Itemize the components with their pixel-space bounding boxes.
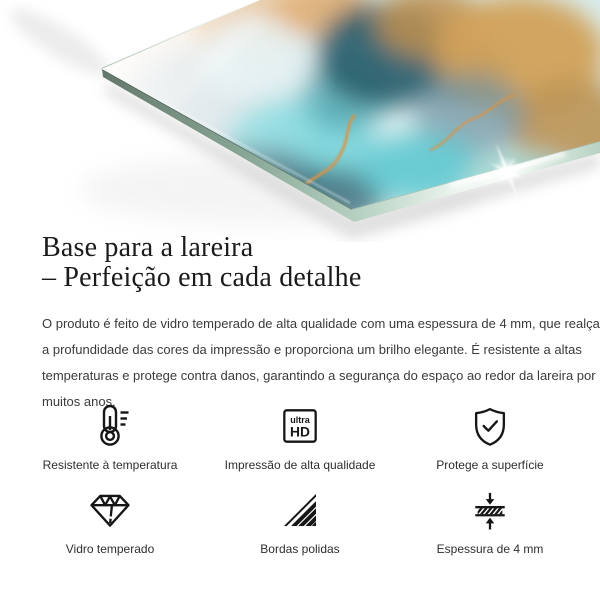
ultra-hd-icon [281,401,319,451]
description-line: O produto é feito de vidro temperado de alta qualidade com uma espessura de 4 mm, que realça [42,316,600,331]
feature-print-quality [205,401,395,472]
polished-edges-icon [283,485,317,535]
shield-check-icon [471,401,509,451]
feature-label: Espessura de 4 mm [436,542,544,556]
feature-temperature-resistant [15,401,205,472]
feature-label: Resistente à temperatura [42,458,178,472]
features-grid [15,401,585,556]
feature-label: Bordas polidas [260,542,340,556]
feature-surface-protection [395,401,585,472]
feature-label: Vidro temperado [65,542,155,556]
product-description [42,311,600,415]
feature-polished-edges [205,485,395,556]
product-image [0,0,600,242]
description-line: a profundidade das cores da impressão e proporciona um brilho elegante. É resistente a altas [42,342,582,357]
page-title [42,233,361,293]
svg-text:HD: HD [290,424,310,440]
svg-text:ultra: ultra [290,415,310,426]
feature-tempered-glass [15,485,205,556]
thermometer-icon [89,401,131,451]
page-title-line1: Base para a lareira [42,232,254,263]
glass-panel-image [0,0,600,242]
page-title-line2: – Perfeição em cada detalhe [42,262,362,293]
feature-label: Impressão de alta qualidade [224,458,376,472]
description-line: muitos anos. [42,394,116,409]
description-line: temperaturas e protege contra danos, garantindo a segurança do espaço ao redor da lareira por [42,368,596,383]
thickness-4mm-icon [471,485,509,535]
feature-thickness [395,485,585,556]
diamond-icon [88,485,132,535]
feature-label: Protege a superfície [436,458,544,472]
